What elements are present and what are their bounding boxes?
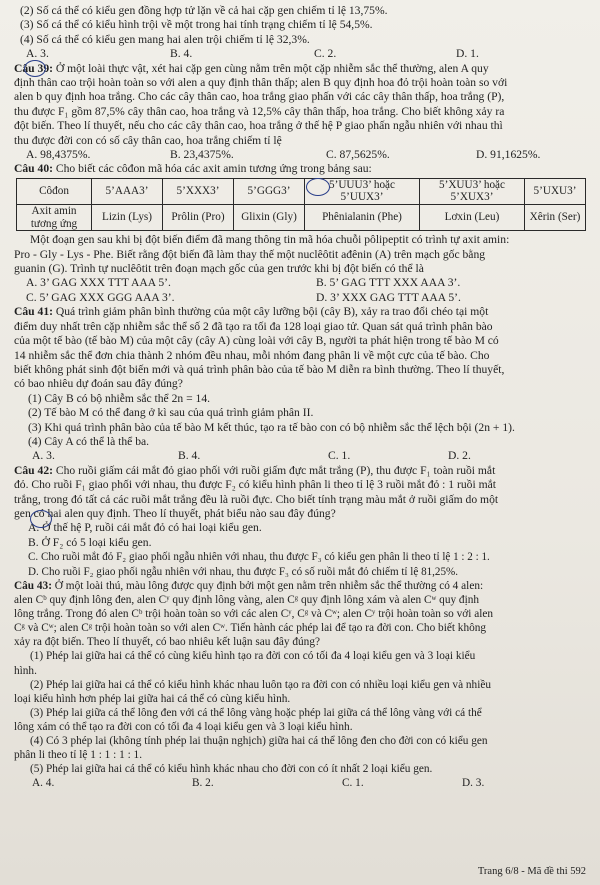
statement-3: (3) Phép lai giữa cá thể lông đen với cá thể lông vàng hoặc phép lai giữa cá thể lông vàng với cá thể: [30, 706, 482, 719]
option-a[interactable]: A. 4.: [32, 777, 55, 790]
table-row: [17, 178, 586, 204]
answer-options: [14, 276, 588, 290]
statement-4: (4) Cây A có thể là thể ba.: [28, 434, 150, 448]
option-a[interactable]: A. 3’ GAG XXX TTT AAA 5’.: [26, 276, 171, 290]
statement-1: (1) Phép lai giữa hai cá thể có cùng kiểu hình tạo ra đời con có tối đa 4 loại kiểu gen và 3 loại kiểu: [30, 650, 476, 663]
table-row: [17, 205, 586, 231]
statement-5: (5) Phép lai giữa hai cá thể có kiểu hình khác nhau cho đời con có ít nhất 2 loại kiểu gen.: [30, 763, 433, 776]
statement-2: (2) Tế bào M có thể đang ở kì sau của quá trình giảm phân II.: [28, 406, 314, 420]
table-cell: 5’XUU3’ hoặc 5’XUX3’: [420, 178, 525, 204]
table-cell: 5’UUU3’ hoặc 5’UUX3’: [305, 178, 420, 204]
table-cell: Axit amin tương ứng: [17, 205, 92, 231]
question-text: biết không phát sinh đột biến mới và quá trình phân bào của tế bào M diễn ra bình thường. Theo lí thuyết,: [14, 362, 505, 376]
question-text: Cho ruồi giấm cái mắt đỏ giao phối với ruồi giấm đực mắt trắng (P), thu được F₁ toàn ruồi mắt: [52, 463, 496, 477]
option-c[interactable]: C. 1.: [342, 777, 364, 790]
question-text: đỏ. Cho ruồi F₁ giao phối với nhau, thu được F₂ có kiểu hình phân li theo tỉ lệ 3 ruồi mắt đỏ : 1 ruồi mắt: [14, 478, 496, 492]
page-footer: Trang 6/8 - Mã đề thi 592: [477, 865, 586, 877]
question-label: Câu 42:: [14, 463, 53, 477]
question-text: định thân cao trội hoàn toàn so với alen a quy định thân thấp; alen B quy định hoa đỏ trội hoàn toàn so với: [14, 76, 508, 90]
option-d[interactable]: D. 2.: [448, 449, 471, 463]
question-text: Cᵍ và Cʷ; alen Cᵍ trội hoàn toàn so với alen Cʷ. Tiến hành các phép lai để tạo ra đời con. Cho biết không: [14, 622, 487, 635]
option-d[interactable]: D. 3’ XXX GAG TTT AAA 5’.: [316, 290, 461, 304]
option-b[interactable]: B. 2.: [192, 777, 214, 790]
option-a[interactable]: A. 3.: [26, 47, 49, 61]
answer-options-prev: [14, 47, 588, 61]
option-b[interactable]: B. 4.: [178, 449, 201, 463]
question-39: [14, 62, 588, 163]
question-text: Cho biết các côđon mã hóa các axit amin tương ứng trong bảng sau:: [52, 162, 372, 176]
question-text: có bao nhiêu dự đoán sau đây đúng?: [14, 377, 183, 391]
table-cell: 5’UXU3’: [525, 178, 586, 204]
table-cell: Côđon: [17, 178, 92, 204]
option-c[interactable]: C. 1.: [328, 449, 351, 463]
option-b[interactable]: B. Ở F₂ có 5 loại kiểu gen.: [28, 535, 152, 549]
question-42: [14, 464, 588, 579]
answer-options: [14, 148, 588, 162]
option-d[interactable]: D. 3.: [462, 777, 485, 790]
question-label: Câu 41:: [14, 305, 53, 319]
question-text: alen b quy định hoa trắng. Cho các cây thân cao, hoa trắng giao phấn với các cây thân thấp, hoa trắng (P),: [14, 90, 505, 104]
question-text: 14 nhiễm sắc thể đơn chia thành 2 nhóm đều nhau, mỗi nhóm đang phân li về một cực của tế bào. Cho: [14, 348, 490, 362]
option-d[interactable]: D. Cho ruồi F₂ giao phối ngẫu nhiên với nhau, thu được F₃ có số ruồi mắt đỏ chiếm tỉ lệ 81,25%.: [28, 565, 459, 578]
table-cell: 5’AAA3’: [92, 178, 163, 204]
question-label: Câu 39:: [14, 61, 53, 75]
question-text: thu được đời con có số cây thân cao, hoa trắng chiếm tỉ lệ: [14, 133, 282, 147]
option-a[interactable]: A. 3.: [32, 449, 55, 463]
option-c[interactable]: C. 87,5625%.: [326, 148, 390, 162]
option-b[interactable]: B. 4.: [170, 47, 193, 61]
statement-1-cont: hình.: [14, 664, 37, 677]
statement-3: (3) Khi quá trình phân bào của tế bào M kết thúc, tạo ra tế bào con có bộ nhiễm sắc thể lệch bội (2n + 1).: [28, 420, 515, 434]
statement-2: (2) Phép lai giữa hai cá thể có kiểu hình khác nhau luôn tạo ra đời con có nhiều loại kiểu gen và nhiều: [30, 678, 492, 691]
question-text: xảy ra đột biến. Theo lí thuyết, có bao nhiêu kết luận sau đây đúng?: [14, 636, 320, 649]
question-text: của một tế bào (tế bào M) của một cây (cây A) cùng loài với cây B, người ta phát hiện trong tế bào M có: [14, 334, 499, 348]
option-d[interactable]: D. 1.: [456, 47, 479, 61]
table-cell: 5’XXX3’: [163, 178, 234, 204]
question-40: [14, 162, 588, 305]
option-c[interactable]: C. Cho ruồi mắt đỏ F₂ giao phối ngẫu nhiên với nhau, thu được F₃ có kiểu gen phân li theo tỉ lệ 1 : 2 : 1.: [28, 551, 490, 564]
option-d[interactable]: D. 91,1625%.: [476, 148, 541, 162]
table-cell: Lơxin (Leu): [420, 205, 525, 231]
table-cell: Prôlin (Pro): [163, 205, 234, 231]
question-text: Ở một loài thú, màu lông được quy định bởi một gen nằm trên nhiễm sắc thể thường có 4 alen:: [51, 580, 484, 592]
question-text: alen Cᵇ quy định lông đen, alen Cʸ quy định lông vàng, alen Cᵍ quy định lông xám và alen Cʷ quy định: [14, 594, 480, 607]
question-text: Ở một loài thực vật, xét hai cặp gen cùng nằm trên một cặp nhiễm sắc thể thường, alen A quy: [52, 61, 489, 75]
statement-4: (4) Số cá thể có kiểu gen mang hai alen trội chiếm tỉ lệ 32,3%.: [20, 32, 310, 46]
option-a[interactable]: A. Ở thế hệ P, ruồi cái mắt đỏ có hai loại kiểu gen.: [28, 521, 262, 535]
question-text: guanin (G). Trình tự nuclêôtit trên đoạn mạch gốc của gen trước khi bị đột biến có thể là: [14, 262, 424, 276]
option-c[interactable]: C. 5’ GAG XXX GGG AAA 3’.: [26, 290, 175, 304]
question-text: thu được F₁ gồm 87,5% cây thân cao, hoa trắng và 12,5% cây thân thấp, hoa trắng. Cho biết không xảy ra: [14, 104, 505, 118]
question-41: [14, 305, 588, 463]
option-b[interactable]: B. 23,4375%.: [170, 148, 234, 162]
question-label: Câu 40:: [14, 162, 53, 176]
question-text: trắng, trong đó tất cả các ruồi mắt trắng đều là ruồi đực. Cho biết tính trạng màu mắt ở ruồi giấm do một: [14, 492, 499, 506]
answer-options: [14, 449, 588, 463]
statement-4-cont: phân li theo tỉ lệ 1 : 1 : 1 : 1.: [14, 749, 143, 762]
answer-options: [14, 291, 588, 305]
question-label: Câu 43:: [14, 580, 52, 592]
answer-options: [14, 776, 588, 790]
table-cell: Xêrin (Ser): [525, 205, 586, 231]
option-c[interactable]: C. 2.: [314, 47, 337, 61]
question-text: gen có hai alen quy định. Theo lí thuyết, phát biểu nào sau đây đúng?: [14, 506, 336, 520]
table-cell: Phênialanin (Phe): [305, 205, 420, 231]
statement-1: (1) Cây B có bộ nhiễm sắc thể 2n = 14.: [28, 391, 211, 405]
question-text: điểm duy nhất trên cặp nhiễm sắc thể số 2 đã tạo ra tối đa 128 loại giao tử. Quan sát quá trình phân bào: [14, 319, 493, 333]
table-cell: Glixin (Gly): [234, 205, 305, 231]
question-text: Quá trình giảm phân bình thường của một cây lưỡng bội (cây B), xảy ra trao đổi chéo tại một: [52, 305, 489, 319]
statement-4: (4) Có 3 phép lai (không tính phép lai thuận nghịch) giữa hai cá thể lông đen cho đời con có kiểu gen: [30, 735, 488, 748]
statement-2-cont: loại kiểu hình hơn phép lai giữa hai cá thể có cùng kiểu hình.: [14, 692, 291, 705]
question-text: lông trắng. Trong đó alen Cᵇ trội hoàn toàn so với các alen Cʸ, Cᵍ và Cʷ; alen Cʸ trội hoàn toàn so với alen: [14, 608, 494, 621]
statement-3-cont: lông xám có thể tạo ra đời con có tối đa 4 loại kiểu gen và 3 loại kiểu hình.: [14, 720, 353, 733]
table-cell: Lizin (Lys): [92, 205, 163, 231]
question-43: [14, 579, 588, 790]
question-text: đột biến. Theo lí thuyết, nếu cho các cây thân cao, hoa trắng ở thế hệ P giao phấn ngẫu nhiên với nhau thì: [14, 119, 503, 133]
table-cell: 5’GGG3’: [234, 178, 305, 204]
question-text: Một đoạn gen sau khi bị đột biến điểm đã mang thông tin mã hóa chuỗi pôlipeptit có trình tự axit amin:: [30, 233, 510, 247]
statement-3: (3) Số cá thể có kiểu hình trội về một trong hai tính trạng chiếm tỉ lệ 54,5%.: [20, 18, 373, 32]
statement-2: (2) Số cá thể có kiểu gen đồng hợp tử lặn về cả hai cặp gen chiếm tỉ lệ 13,75%.: [20, 4, 388, 17]
option-a[interactable]: A. 98,4375%.: [26, 148, 91, 162]
codon-table: [16, 178, 586, 231]
question-text: Pro - Gly - Lys - Phe. Biết rằng đột biến đã làm thay thế một nuclêôtit ađênin (A) trên mạch gốc bằng: [14, 247, 486, 261]
option-b[interactable]: B. 5’ GAG TTT XXX AAA 3’.: [316, 276, 461, 290]
